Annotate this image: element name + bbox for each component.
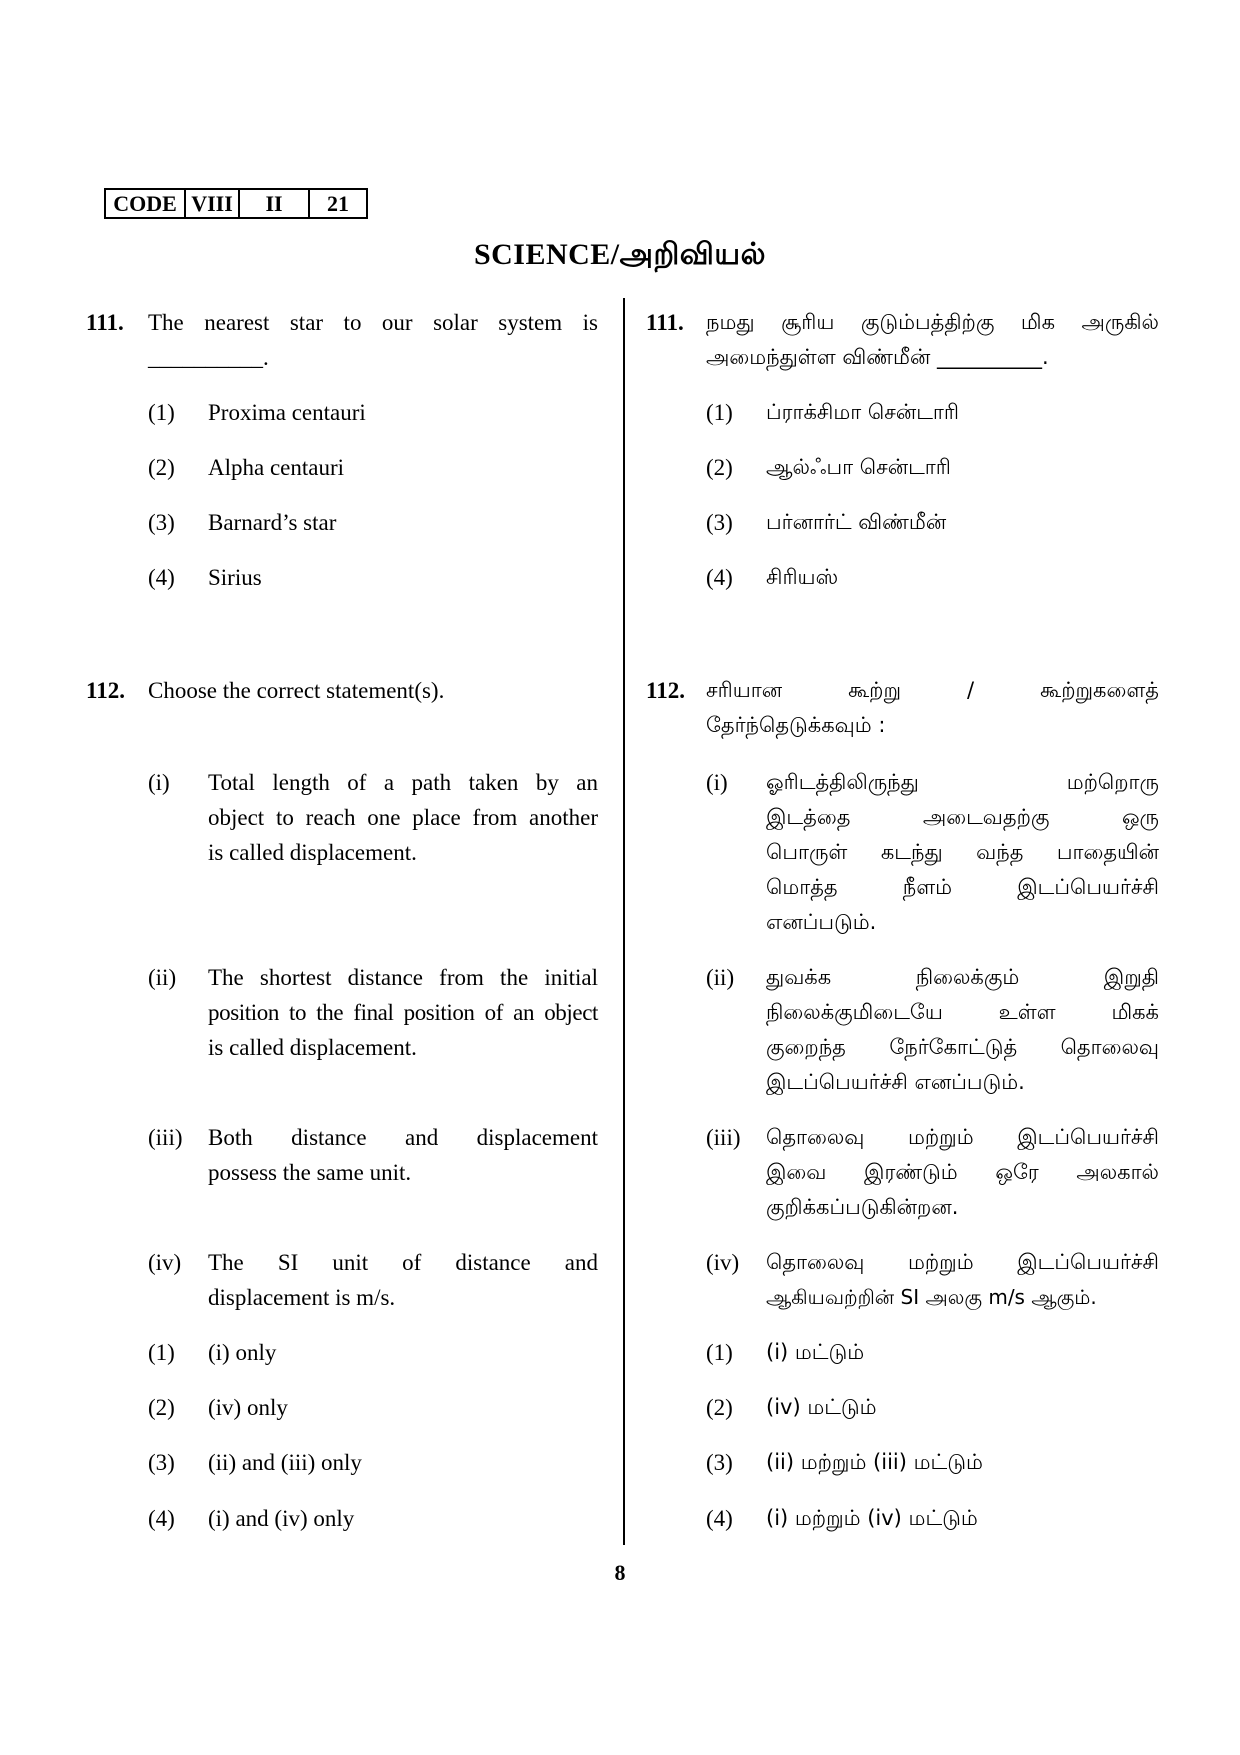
ta-q112-statement-label: (ii) (706, 965, 735, 990)
en-q111-option-text: Barnard’s star (208, 510, 337, 535)
ta-q112-option-label: (4) (706, 1506, 733, 1531)
en-q112-statement-line: possess the same unit. (208, 1160, 412, 1185)
ta-q112-statement-line: மொத்த நீளம் இடப்பெயர்ச்சி (766, 875, 1159, 899)
ta-q112-statement-line: நிலைக்குமிடையே உள்ள மிகக் (766, 1000, 1159, 1024)
ta-q112-statement-line: பொருள் கடந்து வந்த பாதையின் (766, 840, 1159, 864)
en-q111-option-label: (3) (148, 510, 175, 535)
en-q112-statement-line: Total length of a path taken by an (208, 770, 598, 795)
ta-q112-statement-label: (i) (706, 770, 728, 795)
ta-q112-statement-line: இவை இரண்டும் ஒரே அலகால் (766, 1160, 1159, 1184)
en-q111-text-line1: The nearest star to our solar system is (148, 310, 598, 335)
en-q112-statement-line: position to the final position of an object (208, 1000, 598, 1025)
code-cell-number: 21 (327, 191, 349, 216)
ta-q111-option-label: (4) (706, 565, 733, 590)
en-q112-statement-line: is called displacement. (208, 1035, 417, 1060)
ta-q112-option-label: (1) (706, 1340, 733, 1365)
ta-q112-text-line2: தேர்ந்தெடுக்கவும் : (706, 713, 886, 737)
en-q112-option-text: (i) only (208, 1340, 277, 1365)
en-q111-option-label: (4) (148, 565, 175, 590)
ta-q111-option-text: சிரியஸ் (766, 565, 839, 589)
en-q112-statement-label: (iv) (148, 1250, 182, 1275)
ta-q111-text-line1: நமது சூரிய குடும்பத்திற்கு மிக அருகில் (706, 310, 1159, 334)
en-q112-statement-label: (i) (148, 770, 170, 795)
en-q112-statement-line: object to reach one place from another (208, 805, 598, 830)
en-q112-option-label: (3) (148, 1450, 175, 1475)
ta-q112-statement-line: குறைந்த நேர்கோட்டுத் தொலைவு (766, 1035, 1159, 1059)
ta-q112-option-label: (2) (706, 1395, 733, 1420)
en-q112-option-text: (i) and (iv) only (208, 1506, 355, 1531)
ta-q112-statement-line: இடத்தை அடைவதற்கு ஒரு (766, 805, 1159, 829)
en-q111-option-text: Alpha centauri (208, 455, 345, 480)
en-q112-option-text: (ii) and (iii) only (208, 1450, 362, 1475)
en-q111-option-label: (1) (148, 400, 175, 425)
en-q112-option-label: (4) (148, 1506, 175, 1531)
page-title: SCIENCE/அறிவியல் (473, 238, 767, 271)
ta-q112-number: 112. (646, 678, 685, 703)
code-cell-code: CODE (106, 190, 186, 217)
en-q111-option-label: (2) (148, 455, 175, 480)
en-q112-number: 112. (86, 678, 125, 703)
ta-q111-option-label: (2) (706, 455, 733, 480)
ta-q111-option-text: ஆல்ஃபா சென்டாரி (766, 455, 951, 479)
ta-q111-option-label: (3) (706, 510, 733, 535)
ta-q111-option-label: (1) (706, 400, 733, 425)
en-q111-text-line2: __________. (148, 345, 269, 370)
en-q112-statement-label: (ii) (148, 965, 177, 990)
ta-q111-option-text: பர்னார்ட் விண்மீன் (766, 510, 947, 534)
en-q112-option-label: (1) (148, 1340, 175, 1365)
ta-q112-statement-line: தொலைவு மற்றும் இடப்பெயர்ச்சி (766, 1125, 1159, 1149)
code-cell-part: II (240, 190, 310, 217)
en-q112-statement-label: (iii) (148, 1125, 183, 1150)
ta-q111-text-line2: அமைந்துள்ள விண்மீன் __________. (706, 345, 1049, 369)
en-q112-option-text: (iv) only (208, 1395, 288, 1420)
en-q112-text: Choose the correct statement(s). (148, 678, 445, 703)
ta-q112-option-label: (3) (706, 1450, 733, 1475)
en-q112-statement-line: The shortest distance from the initial (208, 965, 598, 990)
en-q112-statement-line: Both distance and displacement (208, 1125, 598, 1150)
en-q112-statement-line: is called displacement. (208, 840, 417, 865)
ta-q112-option-text: (i) மற்றும் (iv) மட்டும் (766, 1506, 978, 1530)
code-box (104, 188, 368, 219)
ta-q112-statement-label: (iv) (706, 1250, 740, 1275)
en-q111-number: 111. (86, 310, 124, 335)
ta-q111-number: 111. (646, 310, 684, 335)
en-q112-statement-line: The SI unit of distance and (208, 1250, 598, 1275)
ta-q112-option-text: (ii) மற்றும் (iii) மட்டும் (766, 1450, 983, 1474)
ta-q112-statement-line: ஆகியவற்றின் SI அலகு m/s ஆகும். (766, 1285, 1097, 1309)
ta-q112-statement-line: ஓரிடத்திலிருந்து மற்றொரு (766, 770, 1159, 794)
ta-q112-statement-label: (iii) (706, 1125, 741, 1150)
ta-q112-option-text: (i) மட்டும் (766, 1340, 865, 1364)
ta-q112-statement-line: தொலைவு மற்றும் இடப்பெயர்ச்சி (766, 1250, 1159, 1274)
column-divider (623, 298, 625, 1545)
en-q111-option-text: Proxima centauri (208, 400, 366, 425)
ta-q112-statement-line: குறிக்கப்படுகின்றன. (766, 1195, 959, 1219)
en-q111-option-text: Sirius (208, 565, 262, 590)
ta-q112-text-line1: சரியான கூற்று / கூற்றுகளைத் (706, 678, 1159, 702)
ta-q112-statement-line: இடப்பெயர்ச்சி எனப்படும். (766, 1070, 1025, 1094)
page-number: 8 (614, 1560, 626, 1585)
ta-q111-option-text: ப்ராக்சிமா சென்டாரி (766, 400, 960, 424)
en-q112-option-label: (2) (148, 1395, 175, 1420)
ta-q112-option-text: (iv) மட்டும் (766, 1395, 877, 1419)
ta-q112-statement-line: துவக்க நிலைக்கும் இறுதி (766, 965, 1159, 989)
ta-q112-statement-line: எனப்படும். (766, 910, 877, 934)
en-q112-statement-line: displacement is m/s. (208, 1285, 396, 1310)
code-cell-class: VIII (186, 190, 240, 217)
